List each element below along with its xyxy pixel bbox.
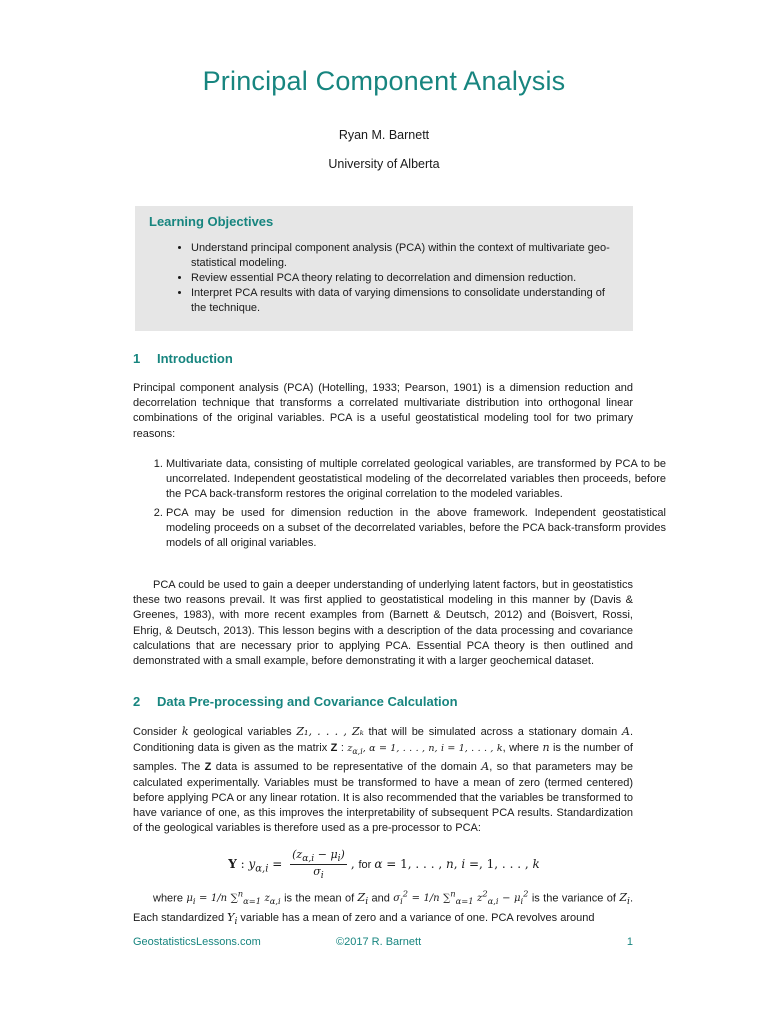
footer-site-link[interactable]: GeostatisticsLessons.com	[133, 936, 261, 948]
section-heading-introduction	[133, 351, 233, 366]
math-symbol: k	[181, 725, 189, 738]
math-symbol: Z₁, . . . , Zₖ	[296, 725, 364, 738]
math-symbol: A	[481, 760, 490, 774]
equation-fraction: $\frac{(z_{\alpha,i} - \mu_i)}{\sigma_i}$	[292, 848, 345, 882]
reasons-list	[133, 457, 666, 554]
footer-page-number: 1	[626, 936, 633, 948]
author-name: Ryan M. Barnett	[338, 128, 430, 142]
intro-paragraph-1: Principal component analysis (PCA) (Hotelling, 1933; Pearson, 1901) is a dimension reduction and decorrelation technique that transforms a correlated multivariate distribution into orthogonal linear combinations of the original variables. PCA is a useful geostatistical modeling tool for two primary reasons:	[133, 382, 633, 440]
math-symbol: $Z_i$	[357, 891, 369, 908]
math-symbol: $\mu_i = 1/n$ ∑$^n_{\alpha=1}$ $z_{\alpha,i}$	[186, 889, 281, 907]
objective-item: • Interpret PCA results with data of varying dimensions to consolidate understanding of the technique.	[191, 286, 619, 316]
section-number: 2	[133, 694, 141, 709]
math-symbol: A	[621, 725, 630, 738]
math-symbol: Z	[330, 742, 338, 755]
math-symbol: n	[542, 741, 550, 755]
section-heading-preprocessing	[133, 694, 458, 709]
section-number: 1	[133, 351, 141, 366]
learning-objectives-box	[135, 206, 633, 331]
math-symbol: $z_{\alpha,i}$, α = 1, . . . , n, i = 1, . . . , k	[347, 743, 503, 757]
author-affiliation: University of Alberta	[328, 157, 440, 171]
objective-item: • Review essential PCA theory relating to decorrelation and dimension reduction.	[191, 271, 619, 286]
section-title: Introduction	[157, 351, 233, 366]
section-title: Data Pre-processing and Covariance Calculation	[157, 694, 458, 709]
standardization-equation: Y : $y_{\alpha,i}$ = $\frac{(z_{\alpha,i} - \mu_i)}{\sigma_i}$ , for α = 1, . . . , n, i =, 1, . . . , k	[228, 848, 540, 882]
objectives-list	[149, 241, 619, 316]
intro-paragraph-2: PCA could be used to gain a deeper understanding of underlying latent factors, but in geostatistics these two reasons prevail. It was first applied to geostatistical modeling in this manner by (Davis & Greenes, 1983), with more recent examples from (Barnett & Deutsch, 2012) and (Boisvert, Rossi, Ehrig, & Deutsch, 2013). This lesson begins with a description of the data processing and covariance calculations that are necessary prior to applying PCA. Essential PCA theory is then outlined and demonstrated with a small example, before demonstrating it with a larger geochemical dataset.	[133, 579, 633, 668]
footer-copyright: ©2017 R. Barnett	[336, 936, 422, 948]
reason-item: 2. PCA may be used for dimension reduction in the above framework. Independent geostatistical modeling proceeds on a subset of the decorrelated variables, before the PCA back-transform provides models of all original variables.	[166, 506, 666, 552]
preprocessing-paragraph-2: where $\mu_i = 1/n$ ∑$^n_{\alpha=1}$ $z_{\alpha,i}$ is the mean of $Z_i$ and $\sigma_i^2 = 1/n$ ∑$^n_{\alpha=1}$ $z^2_{\alpha,i} - \mu_i^2$ is the variance of $Z_i$. Each standardized $Y_i$ variable has a mean of zero and a variance of one. PCA revolves around	[133, 889, 633, 927]
objectives-heading: Learning Objectives	[149, 214, 274, 229]
reason-item: 1. Multivariate data, consisting of multiple correlated geological variables, are transformed by PCA to be uncorrelated. Independent geostatistical modeling of the decorrelated variables then proceeds, before the PCA back-transform restores the original correlation to the modeled variables.	[166, 457, 666, 503]
math-symbol: $\sigma_i^2 = 1/n$ ∑$^n_{\alpha=1}$ $z^2_{\alpha,i} - \mu_i^2$	[393, 889, 529, 907]
math-symbol: Z	[204, 761, 212, 774]
preprocessing-paragraph-1: Consider k geological variables Z₁, . . . , Zₖ that will be simulated across a stationary domain A. Conditioning data is given as the matrix Z : $z_{\alpha,i}$, α = 1, . . . , n, i = 1, . . . , k, where n is the number of samples. The Z data is assumed to be representative of the domain A, so that parameters may be calculated experimentally. Variables must be transformed to have a mean of zero (termed centered) before applying PCA or any linear rotation. It is also recommended that the variables be transformed to have variance of one, as this improves the interpretability of subsequent PCA results. Standardization of the geological variables is therefore used as a pre-processor to PCA:	[133, 725, 633, 835]
paper-title: Principal Component Analysis	[202, 66, 566, 96]
math-symbol: $Z_i$	[619, 891, 630, 908]
math-symbol: $Y_i$	[227, 910, 238, 927]
objective-item: • Understand principal component analysis (PCA) within the context of multivariate geo-statistical modeling.	[191, 241, 619, 271]
